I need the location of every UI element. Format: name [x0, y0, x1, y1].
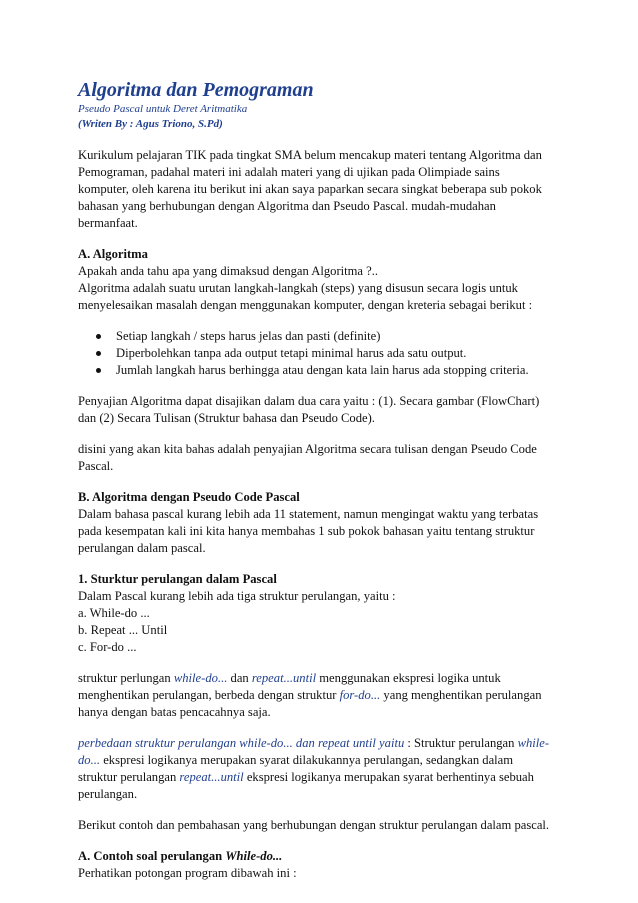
- section-heading: 1. Sturktur perulangan dalam Pascal: [78, 572, 277, 586]
- paragraph-line: menghentikan perulangan, berbeda dengan struktur for-do... yang menghentikan perulangan: [78, 688, 542, 702]
- intro-line: komputer, oleh karena itu berikut ini akan saya paparkan secara singkat beberapa sub pokok: [78, 182, 542, 196]
- paragraph-line: Pascal.: [78, 459, 114, 473]
- paragraph-line: perbedaan struktur perulangan while-do... dan repeat until yaitu : Struktur perulangan while-: [78, 736, 550, 750]
- criteria-list: [78, 328, 578, 379]
- section-pseudo-code: [78, 489, 578, 557]
- list-item: Jumlah langkah harus berhingga atau dengan kata lain harus ada stopping criteria.: [116, 362, 578, 379]
- list-item: b. Repeat ... Until: [78, 623, 168, 637]
- paragraph-line: Dalam Pascal kurang lebih ada tiga struktur perulangan, yaitu :: [78, 589, 396, 603]
- section-heading: A. Algoritma: [78, 247, 148, 261]
- paragraph-line: Apakah anda tahu apa yang dimaksud dengan Algoritma ?..: [78, 264, 379, 278]
- bullet-icon: [96, 368, 101, 373]
- document-title: Algoritma dan Pemograman: [78, 79, 314, 101]
- paragraph-line: struktur perulangan repeat...until ekspresi logikanya merupakan syarat berhentinya sebuah: [78, 770, 534, 784]
- section-loop-structures: [78, 571, 578, 656]
- intro-line: bermanfaat.: [78, 216, 138, 230]
- intro-line: Kurikulum pelajaran TIK pada tingkat SMA belum mencakup materi tentang Algoritma dan: [78, 148, 542, 162]
- paragraph-line: Berikut contoh dan pembahasan yang berhubungan dengan struktur perulangan dalam pascal.: [78, 818, 550, 832]
- paragraph-line: dan (2) Secara Tulisan (Struktur bahasa dan Pseudo Code).: [78, 411, 375, 425]
- intro-paragraph: [78, 147, 578, 232]
- example-intro-paragraph: [78, 817, 578, 834]
- document-subtitle: Pseudo Pascal untuk Deret Aritmatika: [78, 103, 248, 115]
- section-heading: B. Algoritma dengan Pseudo Code Pascal: [78, 490, 300, 504]
- paragraph-line: perulangan dalam pascal.: [78, 541, 206, 555]
- paragraph-line: pada kesempatan kali ini kita hanya membahas 1 sub pokok bahasan yaitu tentang struktur: [78, 524, 535, 538]
- paragraph-line: hanya dengan batas pencacahnya saja.: [78, 705, 271, 719]
- presentation-paragraph: [78, 393, 578, 427]
- paragraph-line: disini yang akan kita bahas adalah penyajian Algoritma secara tulisan dengan Pseudo Code: [78, 442, 537, 456]
- intro-line: Pemograman, padahal materi ini adalah materi yang di ujikan pada Olimpiade sains: [78, 165, 500, 179]
- paragraph-line: Penyajian Algoritma dapat disajikan dalam dua cara yaitu : (1). Secara gambar (FlowChart): [78, 394, 540, 408]
- section-while-do-example: [78, 848, 578, 882]
- section-heading: A. Contoh soal perulangan While-do...: [78, 849, 283, 863]
- list-item: Diperbolehkan tanpa ada output tetapi minimal harus ada satu output.: [116, 345, 578, 362]
- document-author: (Writen By : Agus Triono, S.Pd): [78, 118, 223, 130]
- list-item: Setiap langkah / steps harus jelas dan pasti (definite): [116, 328, 578, 345]
- scope-paragraph: [78, 441, 578, 475]
- paragraph-line: struktur perlungan while-do... dan repeat...until menggunakan ekspresi logika untuk: [78, 671, 501, 685]
- difference-paragraph: [78, 735, 578, 803]
- bullet-icon: [96, 351, 101, 356]
- document-page: [78, 78, 578, 882]
- list-item: c. For-do ...: [78, 640, 137, 654]
- section-algoritma: [78, 246, 578, 314]
- list-item: a. While-do ...: [78, 606, 150, 620]
- paragraph-line: perulangan.: [78, 787, 138, 801]
- bullet-icon: [96, 334, 101, 339]
- paragraph-line: Algoritma adalah suatu urutan langkah-langkah (steps) yang disusun secara logis untuk: [78, 281, 518, 295]
- paragraph-line: do... ekspresi logikanya merupakan syarat dilakukannya perulangan, sedangkan dalam: [78, 753, 514, 767]
- explanation-paragraph: [78, 670, 578, 721]
- paragraph-line: Dalam bahasa pascal kurang lebih ada 11 statement, namun mengingat waktu yang terbatas: [78, 507, 539, 521]
- intro-line: bahasan yang berhubungan dengan Algoritma dan Pseudo Pascal. mudah-mudahan: [78, 199, 496, 213]
- paragraph-line: Perhatikan potongan program dibawah ini :: [78, 866, 297, 880]
- paragraph-line: menyelesaikan masalah dengan menggunakan komputer, dengan kreteria sebagai berikut :: [78, 298, 533, 312]
